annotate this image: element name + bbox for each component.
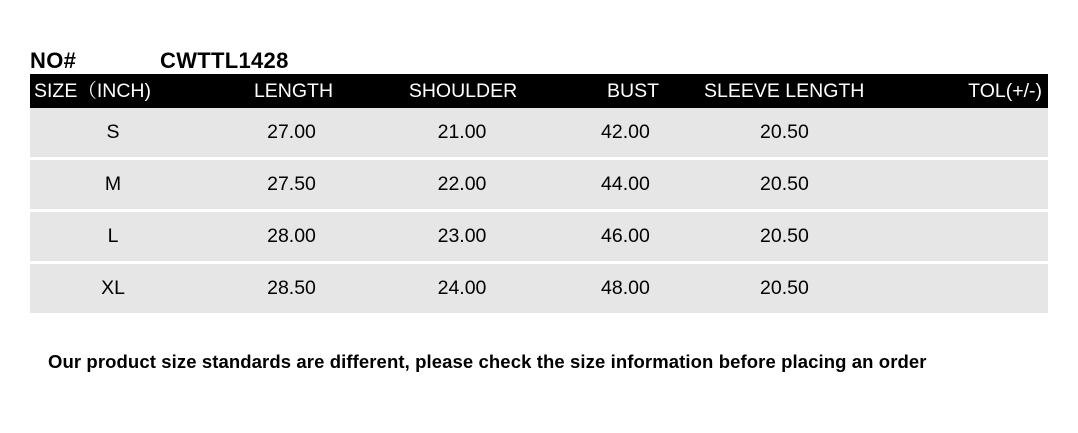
column-header-sleeve-length: SLEEVE LENGTH <box>702 74 908 108</box>
size-note: Our product size standards are different, please check the size information before placing an order <box>48 351 927 372</box>
table-header-row <box>30 74 1048 108</box>
cell-tol <box>908 212 1048 261</box>
cell-tol <box>908 264 1048 313</box>
column-header-shoulder: SHOULDER <box>377 74 549 108</box>
cell-bust: 44.00 <box>549 160 702 209</box>
cell-sleeve-length: 20.50 <box>702 212 908 261</box>
cell-length: 27.00 <box>210 108 377 157</box>
cell-shoulder: 24.00 <box>377 264 549 313</box>
cell-sleeve-length: 20.50 <box>702 160 908 209</box>
cell-size: L <box>30 212 210 261</box>
cell-bust: 42.00 <box>549 108 702 157</box>
cell-length: 28.00 <box>210 212 377 261</box>
style-number-label: NO# <box>30 48 77 73</box>
table-row <box>30 108 1048 157</box>
cell-bust: 48.00 <box>549 264 702 313</box>
cell-shoulder: 23.00 <box>377 212 549 261</box>
cell-size: S <box>30 108 210 157</box>
cell-size: M <box>30 160 210 209</box>
column-header-size: SIZE（INCH) <box>30 74 210 108</box>
cell-sleeve-length: 20.50 <box>702 264 908 313</box>
cell-length: 28.50 <box>210 264 377 313</box>
cell-size: XL <box>30 264 210 313</box>
cell-tol <box>908 160 1048 209</box>
size-table-body <box>30 108 1048 313</box>
cell-shoulder: 21.00 <box>377 108 549 157</box>
cell-bust: 46.00 <box>549 212 702 261</box>
size-table-header <box>30 74 1048 108</box>
cell-length: 27.50 <box>210 160 377 209</box>
cell-sleeve-length: 20.50 <box>702 108 908 157</box>
column-header-length: LENGTH <box>210 74 377 108</box>
table-row <box>30 212 1048 261</box>
style-number-value: CWTTL1428 <box>160 48 289 73</box>
cell-shoulder: 22.00 <box>377 160 549 209</box>
table-row <box>30 264 1048 313</box>
cell-tol <box>908 108 1048 157</box>
size-table <box>30 74 1048 313</box>
style-number-row <box>30 0 1048 74</box>
column-header-bust: BUST <box>549 74 702 108</box>
table-row <box>30 160 1048 209</box>
column-header-tol: TOL(+/-) <box>908 74 1048 108</box>
